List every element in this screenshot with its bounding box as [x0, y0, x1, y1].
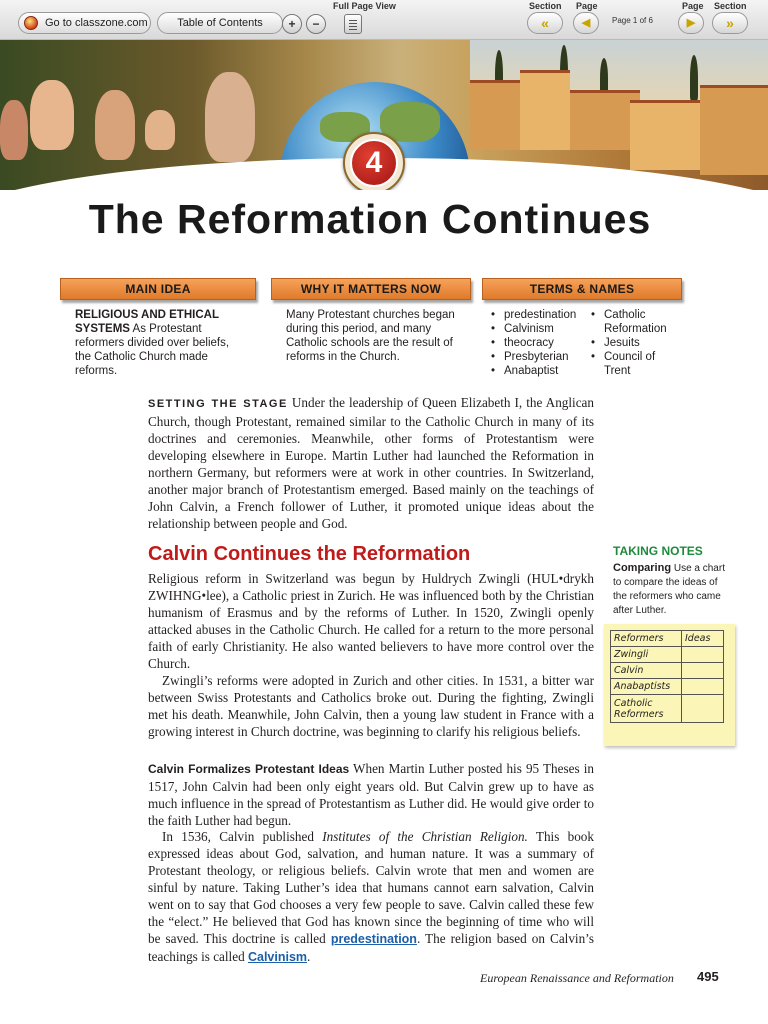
previous-section-button[interactable]: «	[527, 12, 563, 34]
term-item: • Jesuits	[591, 336, 671, 350]
term-item: • predestination	[491, 308, 576, 322]
full-page-view-label: Full Page View	[333, 1, 396, 11]
chapter-banner-image	[0, 40, 768, 190]
zoom-in-icon[interactable]: +	[282, 14, 302, 34]
chapter-title: The Reformation Continues	[88, 196, 652, 242]
calvinism-link[interactable]: Calvinism	[247, 950, 308, 964]
full-page-view-icon[interactable]	[344, 14, 362, 34]
table-row	[611, 631, 724, 647]
terms-list-1	[491, 308, 576, 378]
paragraph-institutes	[148, 828, 594, 966]
classzone-label: Go to classzone.com	[45, 17, 148, 29]
table-cell: Calvin	[611, 663, 682, 679]
table-row	[611, 663, 724, 679]
chapter-number: 4	[350, 139, 398, 187]
toc-label: Table of Contents	[177, 17, 263, 29]
term-item: • Catholic Reformation	[591, 308, 671, 336]
why-it-matters-text: Many Protestant churches began during this period, and many Catholic schools are the result of reforms in the Church.	[286, 309, 455, 363]
paragraph-text: .	[307, 949, 311, 964]
main-idea-bold: RELIGIOUS AND ETHICAL SYSTEMS	[75, 309, 219, 335]
taking-notes-text	[613, 561, 728, 618]
paragraph-text: In 1536, Calvin published	[162, 829, 323, 844]
page-label-right: Page	[682, 1, 704, 11]
table-row	[611, 679, 724, 695]
setting-the-stage-lead: SETTING THE STAGE	[148, 398, 288, 410]
setting-the-stage-text: Under the leadership of Queen Elizabeth I, the Anglican Church, though Protestant, remained similar to the Catholic Church in many of its doctrines and ceremonies. Meanwhile, other forms of Protestantism were developing elsewhere in Europe. Martin Luther had launched the Reformation in northern Germany, but reformers were at work in other countries. In Switzerland, another major branch of Protestantism emerged. Based mainly on the teachings of John Calvin, a French follower of Luther, it promoted unique ideas about the relationship between people and God.	[148, 395, 595, 531]
setting-the-stage-paragraph	[148, 394, 594, 532]
main-idea-header: MAIN IDEA	[60, 278, 256, 300]
paragraph-text: . The religion based on Calvin’s teachings is called	[148, 931, 594, 964]
table-row	[611, 647, 724, 663]
page-label-left: Page	[576, 1, 598, 11]
table-header-cell: Reformers	[611, 631, 682, 647]
subheading-calvin-formalizes: Calvin Formalizes Protestant Ideas	[148, 762, 350, 776]
paragraph-zwingli: Religious reform in Switzerland was begun by Huldrych Zwingli (HUL•drykh ZWIHNG•lee), a Catholic priest in Zurich. He was influenced both by the Christian humanism of Erasmus and by the reforms of Luther. In 1520, Zwingli openly attacked abuses in the Catholic Church. He called for a return to the more personal faith of early Christianity. He also wanted believers to have more control over the Church.	[148, 571, 594, 671]
previous-page-button[interactable]: ◀	[573, 12, 599, 34]
taking-notes-body: Use a chart to compare the ideas of the reformers who came after Luther.	[613, 563, 725, 616]
chapter-number-badge	[343, 132, 405, 190]
table-row	[611, 695, 724, 723]
terms-list-2	[591, 308, 671, 378]
paragraph-text: This book expressed ideas about God, salvation, and human nature. It was a summary of Protestant theology, or religious beliefs. Calvin wrote that men and women are sinful by nature. Taking Luther’s idea that humans cannot earn salvation, Calvin went on to say that God chooses a very few people to save. Calvin called these few the “elect.” He believed that God has known since the beginning of time who will be saved. This doctrine is called	[148, 829, 594, 946]
section-label-left: Section	[529, 1, 562, 11]
paragraph-calvin-text: When Martin Luther posted his 95 Theses in 1517, John Calvin had been only eight years old. But Calvin grew up to have as much influence in the spread of Protestantism as Luther did. He would give order to the faith Luther had begun.	[148, 761, 594, 828]
notes-chart-table	[610, 630, 724, 723]
classzone-link-button[interactable]	[18, 12, 151, 34]
globe-icon	[24, 16, 38, 30]
notes-chart-card	[604, 624, 735, 746]
footer-book-title: European Renaissance and Reformation	[480, 971, 674, 985]
term-item: • theocracy	[491, 336, 576, 350]
book-title-italic: Institutes of the Christian Religion.	[322, 829, 528, 844]
page-number: 495	[697, 969, 719, 984]
next-page-button[interactable]: ▶	[678, 12, 704, 34]
why-it-matters-header: WHY IT MATTERS NOW	[271, 278, 471, 300]
zoom-out-icon[interactable]: −	[306, 14, 326, 34]
navigation-toolbar	[0, 0, 768, 40]
next-section-button[interactable]: »	[712, 12, 748, 34]
section-label-right: Section	[714, 1, 747, 11]
term-item: • Presbyterian	[491, 350, 576, 364]
main-idea-body: As Protestant reformers divided over beliefs, the Catholic Church made reforms.	[75, 323, 230, 377]
paragraph-zwingli-reforms: Zwingli’s reforms were adopted in Zurich and other cities. In 1531, a bitter war between Swiss Protestants and Catholics broke out. During the fighting, Zwingli met his death. Meanwhile, John Calvin, then a young law student in France with a growing interest in Church doctrine, was beginning to clarify his religious beliefs.	[148, 673, 594, 739]
taking-notes-heading: TAKING NOTES	[613, 544, 703, 558]
section-heading: Calvin Continues the Reformation	[148, 543, 471, 565]
table-of-contents-button[interactable]	[157, 12, 283, 34]
predestination-link[interactable]: predestination	[330, 932, 417, 946]
table-cell: Catholic Reformers	[611, 695, 682, 723]
term-item: • Anabaptist	[491, 364, 576, 378]
table-cell: Zwingli	[611, 647, 682, 663]
term-item: • Council of Trent	[591, 350, 671, 378]
taking-notes-lead: Comparing	[613, 562, 672, 574]
page-indicator: Page 1 of 6	[612, 16, 653, 25]
table-header-cell: Ideas	[682, 631, 724, 647]
main-idea-text	[75, 308, 245, 378]
term-item: • Calvinism	[491, 322, 576, 336]
table-cell: Anabaptists	[611, 679, 682, 695]
paragraph-calvin-formalizes	[148, 760, 594, 829]
terms-names-header: TERMS & NAMES	[482, 278, 682, 300]
